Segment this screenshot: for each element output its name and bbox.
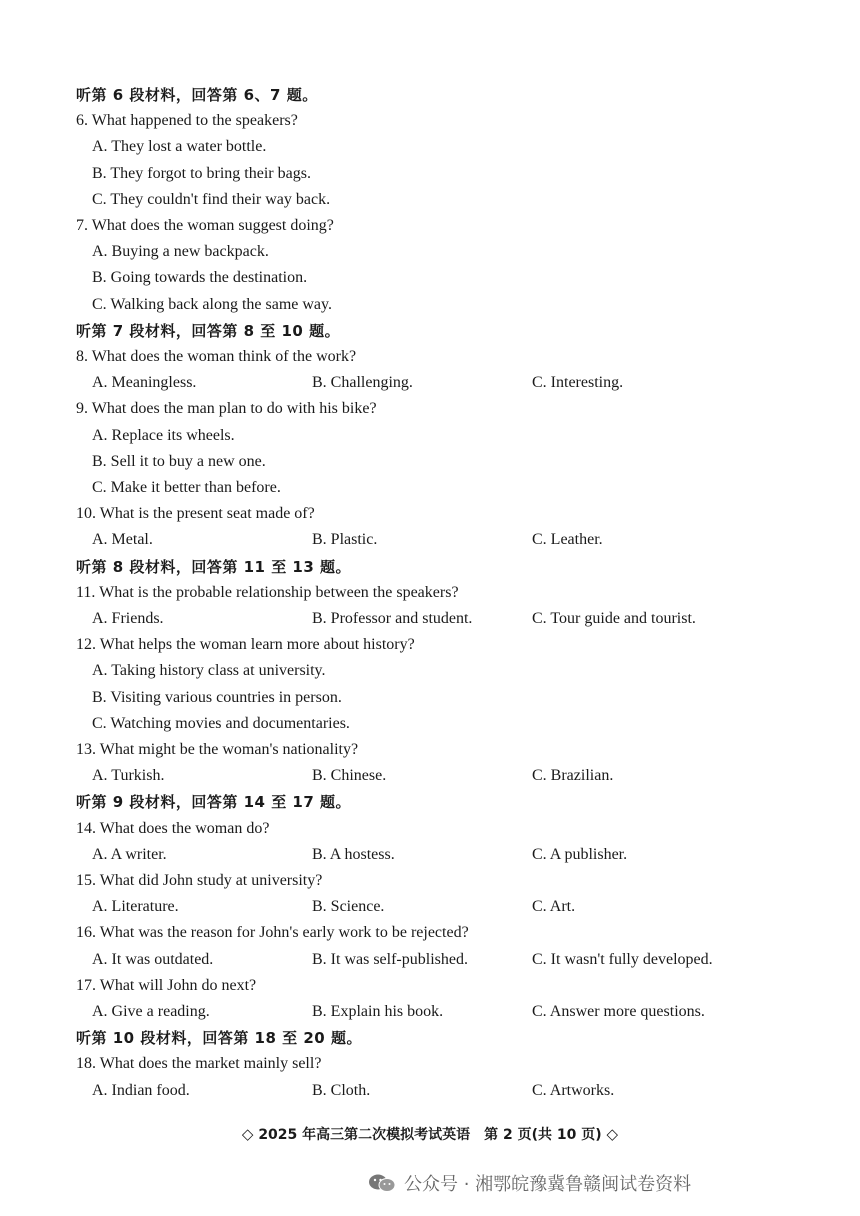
- option-c: C. Tour guide and tourist.: [532, 610, 696, 627]
- question-text: 18. What does the market mainly sell?: [76, 1055, 322, 1073]
- option-c: C. Interesting.: [532, 374, 624, 392]
- question-text: 6. What happened to the speakers?: [76, 112, 298, 130]
- question: [0, 1051, 860, 1077]
- option-b: B. Challenging.: [312, 374, 413, 392]
- option-b: B. Going towards the destination.: [92, 269, 308, 287]
- section-heading: [0, 1025, 860, 1051]
- options-row: [0, 947, 860, 973]
- options-row: [0, 842, 860, 868]
- question-text: 9. What does the man plan to do with his bike?: [76, 400, 377, 418]
- option-b: B. Cloth.: [312, 1081, 371, 1099]
- option-c: C. Artworks.: [532, 1081, 615, 1099]
- question-text: 13. What might be the woman's nationality?: [76, 741, 359, 758]
- question: [0, 580, 860, 606]
- option-a: A. Friends.: [92, 610, 164, 627]
- section-heading-text: 听第 10 段材料，回答第 18 至 20 题。: [76, 1029, 362, 1048]
- options-row: [0, 606, 860, 632]
- question: [0, 920, 860, 946]
- option-a: A. Meaningless.: [92, 374, 197, 392]
- option-line: [0, 187, 860, 213]
- section-heading: [0, 554, 860, 580]
- options-row: [0, 1078, 860, 1104]
- question: [0, 816, 860, 842]
- option-b: B. Science.: [312, 898, 385, 916]
- question: [0, 632, 860, 658]
- option-c: C. It wasn't fully developed.: [532, 950, 713, 968]
- option-a: A. Give a reading.: [92, 1003, 210, 1020]
- option-a: A. It was outdated.: [92, 950, 214, 968]
- option-b: B. It was self-published.: [312, 950, 468, 968]
- option-line: [0, 475, 860, 501]
- option-c: C. Make it better than before.: [92, 479, 281, 496]
- question: [0, 396, 860, 422]
- section-heading: [0, 82, 860, 108]
- option-line: [0, 449, 860, 475]
- question-text: 15. What did John study at university?: [76, 872, 323, 889]
- option-b: B. Sell it to buy a new one.: [92, 452, 266, 470]
- options-row: [0, 763, 860, 789]
- wechat-icon: [368, 1173, 396, 1193]
- section-heading-text: 听第 7 段材料，回答第 8 至 10 题。: [76, 321, 341, 340]
- option-b: B. A hostess.: [312, 845, 395, 863]
- question-text: 12. What helps the woman learn more about history?: [76, 636, 415, 654]
- watermark: [368, 1170, 691, 1196]
- option-line: [0, 711, 860, 737]
- option-line: [0, 685, 860, 711]
- options-row: [0, 370, 860, 396]
- option-a: A. Metal.: [92, 531, 153, 549]
- question: [0, 213, 860, 239]
- option-line: [0, 292, 860, 318]
- question: [0, 737, 860, 763]
- option-line: [0, 239, 860, 265]
- diamond-icon-left: ◇: [241, 1125, 254, 1143]
- option-b: B. Visiting various countries in person.: [92, 688, 342, 706]
- option-b: B. Professor and student.: [312, 610, 473, 627]
- section-heading: [0, 789, 860, 815]
- option-c: C. Answer more questions.: [532, 1003, 705, 1020]
- option-a: A. Turkish.: [92, 767, 165, 785]
- question: [0, 108, 860, 134]
- option-a: A. They lost a water bottle.: [92, 138, 267, 156]
- question-text: 11. What is the probable relationship between the speakers?: [76, 583, 459, 601]
- question: [0, 344, 860, 370]
- diamond-icon-right: ◇: [606, 1125, 619, 1143]
- question: [0, 501, 860, 527]
- question-text: 16. What was the reason for John's early work to be rejected?: [76, 924, 469, 942]
- question-text: 10. What is the present seat made of?: [76, 505, 315, 523]
- section-heading: [0, 318, 860, 344]
- question: [0, 868, 860, 894]
- section-heading-text: 听第 8 段材料，回答第 11 至 13 题。: [76, 557, 352, 576]
- footer-text: 2025 年高三第二次模拟考试英语 第 2 页(共 10 页): [258, 1127, 602, 1143]
- option-a: A. Literature.: [92, 898, 179, 916]
- question-text: 17. What will John do next?: [76, 976, 257, 994]
- options-row: [0, 999, 860, 1025]
- option-c: C. They couldn't find their way back.: [92, 190, 331, 208]
- option-b: B. Chinese.: [312, 767, 387, 785]
- option-line: [0, 658, 860, 684]
- question: [0, 973, 860, 999]
- watermark-text: 公众号 · 湘鄂皖豫冀鲁赣闽试卷资料: [404, 1174, 692, 1195]
- option-b: B. Explain his book.: [312, 1003, 444, 1020]
- question-text: 8. What does the woman think of the work?: [76, 348, 357, 365]
- page-footer: [0, 1124, 860, 1144]
- option-c: C. Leather.: [532, 531, 603, 549]
- option-c: C. Walking back along the same way.: [92, 295, 332, 313]
- option-a: A. Buying a new backpack.: [92, 243, 269, 261]
- options-row: [0, 527, 860, 553]
- options-row: [0, 894, 860, 920]
- question-text: 7. What does the woman suggest doing?: [76, 217, 334, 234]
- option-line: [0, 423, 860, 449]
- option-line: [0, 161, 860, 187]
- section-heading-text: 听第 6 段材料，回答第 6、7 题。: [76, 86, 318, 104]
- option-a: A. Replace its wheels.: [92, 426, 235, 444]
- option-b: B. Plastic.: [312, 531, 378, 549]
- option-a: A. Indian food.: [92, 1081, 190, 1099]
- option-line: [0, 265, 860, 291]
- option-a: A. Taking history class at university.: [92, 662, 326, 680]
- option-a: A. A writer.: [92, 845, 167, 863]
- option-line: [0, 134, 860, 160]
- option-c: C. Art.: [532, 898, 576, 916]
- section-heading-text: 听第 9 段材料，回答第 14 至 17 题。: [76, 793, 352, 812]
- option-c: C. A publisher.: [532, 845, 628, 863]
- option-b: B. They forgot to bring their bags.: [92, 164, 311, 182]
- option-c: C. Watching movies and documentaries.: [92, 714, 350, 732]
- option-c: C. Brazilian.: [532, 767, 614, 785]
- question-text: 14. What does the woman do?: [76, 819, 270, 837]
